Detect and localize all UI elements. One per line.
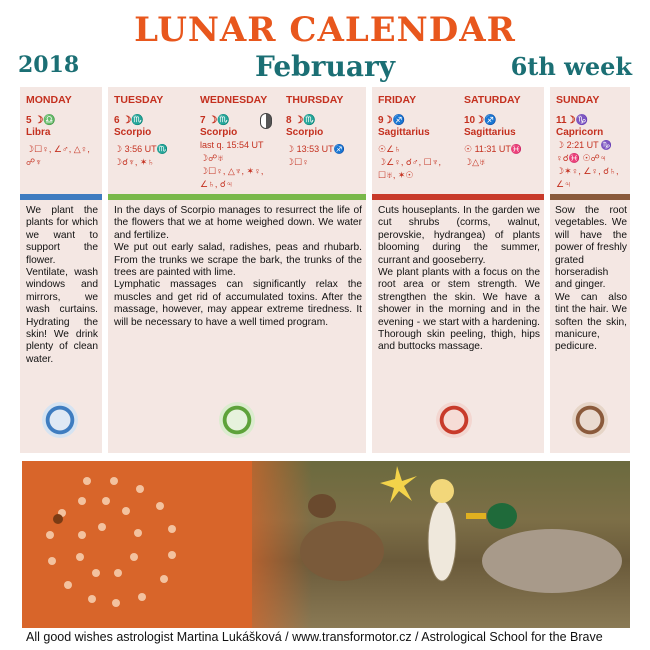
- date-friday: 9☽♐: [378, 115, 405, 126]
- footer-text: All good wishes astrologist Martina Lukášková / www.transformotor.cz / Astrological School for the Brave: [26, 630, 603, 644]
- day-header-monday: MONDAY: [26, 94, 72, 106]
- aspects-thursday: ☽ 13:53 UT♐ ☽☐♀: [286, 144, 345, 167]
- text-scorpio: In the days of Scorpio manages to resurrect the life of the flowers that we at home weighed down. We water and fertilize. We put out early salad, radishes, peas and rhubarb. From the trunks we scrape the bark, the trunks of the trees are painted with lime. Lymphatic massages can significantly relax the muscles and get rid of accumulated toxins. After the massage, however, may appear extreme tiredness. It will be necessary to have a well timed program.: [114, 205, 362, 328]
- air-emblem-icon: [42, 402, 78, 438]
- element-bar-fire: [372, 194, 544, 200]
- moon-spiral-icon: [22, 461, 222, 628]
- date-monday: 5 ☽♎: [26, 115, 56, 126]
- aspects-saturday: ☉ 11:31 UT♓ ☽△♅: [464, 144, 523, 167]
- sign-monday: Libra: [26, 127, 51, 138]
- water-emblem-icon: [219, 402, 255, 438]
- aspects-tuesday: ☽ 3:56 UT♏ ☽☌♆, ✶♄: [114, 144, 168, 167]
- day-cell-wednesday: [194, 87, 280, 194]
- earth-emblem-icon: [572, 402, 608, 438]
- aspects-friday: ☉∠♄ ☽∠♀, ☌♂, ☐♆, ☐♅, ✶☉: [378, 144, 441, 180]
- day-cell-monday: [20, 87, 102, 194]
- day-cell-thursday: [280, 87, 366, 194]
- day-cell-sunday: [550, 87, 630, 194]
- sign-sunday: Capricorn: [556, 127, 604, 138]
- text-monday: We plant the plants for which we want to support the flower. Ventilate, wash windows and mirrors, we wash curtains. Hydrating the skin! We drink plenty of clean water.: [26, 205, 98, 365]
- sign-tuesday: Scorpio: [114, 127, 152, 138]
- moon-phase-icon: [260, 113, 272, 129]
- title: LUNAR CALENDAR: [134, 10, 516, 50]
- date-tuesday: 6 ☽♏: [114, 115, 144, 126]
- day-header-friday: FRIDAY: [378, 94, 417, 106]
- year: 2018: [18, 52, 80, 78]
- day-header-saturday: SATURDAY: [464, 94, 521, 106]
- element-bar-water: [108, 194, 366, 200]
- day-header-wednesday: WEDNESDAY: [200, 94, 268, 106]
- element-bar-air: [20, 194, 102, 200]
- text-sagittarius: Cuts houseplants. In the garden we cut shrubs (corms, walnut, perovskie, hydrangea) of plants blooming during the summer, currant and gooseberry. We plant plants with a focus on the root area or stem strength. We strengthen the skin. We have a shower in the morning and in the evening - we start with a hardening. Thorough skin peeling, thigh, hips and buttocks massage.: [378, 205, 540, 353]
- ducks-and-fairy-illustration: [252, 461, 630, 628]
- element-bar-earth: [550, 194, 630, 200]
- date-thursday: 8 ☽♏: [286, 115, 316, 126]
- week: 6th week: [510, 52, 632, 81]
- fire-emblem-icon: [436, 402, 472, 438]
- month: February: [254, 50, 395, 83]
- aspects-monday: ☽☐♀, ∠♂, △♀, ☍♆: [26, 144, 90, 167]
- day-cell-friday: [372, 87, 458, 194]
- sign-saturday: Sagittarius: [464, 127, 516, 138]
- day-cell-tuesday: [108, 87, 194, 194]
- aspects-wednesday: last q. 15:54 UT ☽☍♅ ☽☐♀, △♆, ✶♀, ∠♄, ☌♃: [200, 140, 264, 189]
- date-sunday: 11☽♑: [556, 115, 588, 126]
- day-header-sunday: SUNDAY: [556, 94, 600, 106]
- aspects-sunday: ☽ 2:21 UT ♑ ♀☌♓ ☉☍♃ ☽✶♀, ∠♀, ☌♄, ∠♃: [556, 140, 619, 189]
- day-header-thursday: THURSDAY: [286, 94, 344, 106]
- illustration-panel: [22, 461, 630, 628]
- date-saturday: 10☽♐: [464, 115, 497, 126]
- text-sunday: Sow the root vegetables. We will have the power of freshly grated horseradish and ginger. We can also tint the hair. We soften the skin, manicure, pedicure.: [555, 205, 627, 353]
- sign-thursday: Scorpio: [286, 127, 324, 138]
- day-cell-saturday: [458, 87, 544, 194]
- date-wednesday: 7 ☽♏: [200, 115, 230, 126]
- day-header-tuesday: TUESDAY: [114, 94, 164, 106]
- sign-friday: Sagittarius: [378, 127, 430, 138]
- sign-wednesday: Scorpio: [200, 127, 238, 138]
